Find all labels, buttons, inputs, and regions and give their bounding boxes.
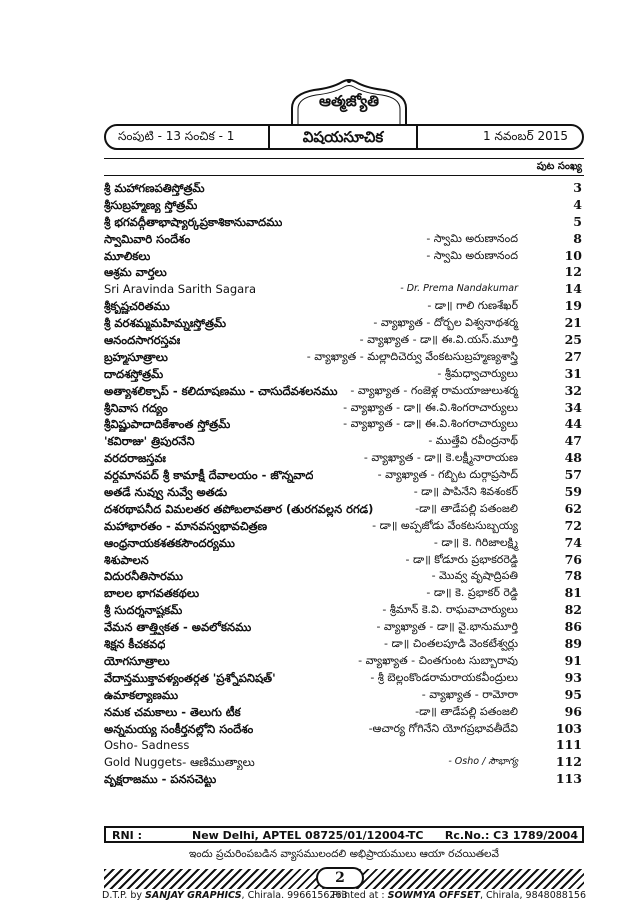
toc-entry — [104, 636, 584, 653]
toc-entry-page: 103 — [555, 720, 582, 736]
toc-entry-page: 8 — [573, 230, 582, 246]
toc-entry-page: 34 — [564, 399, 582, 415]
toc-entry-page: 48 — [564, 450, 582, 466]
toc-entry-author: - Dr. Prema Nandakumar — [400, 283, 518, 295]
toc-entry-title: ఆంధ్రనాయకశతకసౌందర్యము — [104, 535, 235, 550]
toc-entry-title: శ్రీవిష్ణుపాదాదికేశాంత స్తోత్రమ్ — [104, 417, 231, 432]
rni-bar — [104, 826, 584, 843]
toc-entry-title: శిశుపాలన — [104, 552, 149, 567]
toc-entry-page: 21 — [564, 315, 582, 331]
toc-entry-page: 12 — [564, 264, 582, 280]
toc-entry-page: 81 — [564, 585, 582, 601]
rni-label: RNI : — [112, 829, 142, 842]
toc-entry — [104, 231, 584, 248]
dtp-contact: , Chirala. 9966156263 — [241, 890, 348, 901]
toc-entry-title: మూలికలు — [104, 248, 151, 263]
toc-entry-title: యోగసూత్రాలు — [104, 653, 170, 668]
toc-entry — [104, 450, 584, 467]
toc-entry-page: 62 — [564, 500, 582, 516]
toc-entry-page: 91 — [564, 652, 582, 668]
page-number: 2 — [316, 867, 364, 889]
toc-entry — [104, 585, 584, 602]
toc-entry — [104, 281, 584, 298]
toc-entry-title: వేదాన్తముక్తావళ్యంతర్గత 'ప్రశ్నోపనిషత్' — [104, 670, 276, 685]
toc-entry-author: - Osho / సౌభాగ్య — [448, 756, 518, 768]
toc-entry-title: వరదరాజస్తవః — [104, 451, 166, 466]
toc-entry-title: శిక్షన కీచకవధ — [104, 637, 166, 652]
toc-entry-title: Sri Aravinda Sarith Sagara — [104, 282, 257, 297]
toc-entry-page: 78 — [564, 568, 582, 584]
toc-entry-page: 59 — [564, 484, 582, 500]
toc-entry — [104, 754, 584, 771]
toc-entry — [104, 248, 584, 265]
toc-entry-title: విదురనీతిసారము — [104, 569, 183, 584]
toc-entry-title: Gold Nuggets- ఆణిముత్యాలు — [104, 755, 255, 770]
toc-entry-title: శ్రీ మహాగణపతిస్తోత్రమ్ — [104, 181, 205, 195]
toc-entry — [104, 180, 584, 197]
toc-entry-title: శ్రీకృష్ణచరితము — [104, 299, 170, 314]
magazine-dome — [284, 78, 414, 123]
toc-entry — [104, 653, 584, 670]
toc-entry-page: 82 — [564, 602, 582, 618]
toc-entry-page: 74 — [564, 534, 582, 550]
toc-entry-page: 95 — [564, 686, 582, 702]
toc-entry-title: బ్రహ్మసూత్రాలు — [104, 349, 168, 364]
toc-entry — [104, 552, 584, 569]
toc-entry-page: 14 — [564, 281, 582, 297]
toc-entry-author: - డా॥ కోడూరు ప్రభాకరరెడ్డి — [405, 552, 518, 566]
toc-entry-author: - వ్యాఖ్యాత - డా॥ ఈ.వి.శింగరాచార్యులు — [343, 400, 518, 414]
printer-credit — [332, 890, 586, 901]
toc-entry — [104, 602, 584, 619]
toc-entry-author: - వ్యాఖ్యాత - డా॥ ఈ.వి.శింగరాచార్యులు — [343, 417, 518, 431]
toc-entry — [104, 501, 584, 518]
toc-entry-title: శ్రీ సుదర్శనాష్టకమ్ — [104, 603, 183, 618]
toc-entry-title: దాదశస్తోత్రమ్ — [104, 366, 164, 381]
toc-entry-author: - మొవ్వ వృషాద్రిపతి — [431, 569, 518, 583]
toc-entry — [104, 383, 584, 400]
toc-entry-title: మహాభారతం - మానవస్వభావచిత్రణ — [104, 518, 268, 533]
toc-entry-title: బాలల భాగవతకథలు — [104, 586, 200, 601]
toc-entry-author: -ఆచార్య గోగినేని యోగప్రభావతీదేవి — [368, 721, 518, 735]
table-of-contents — [104, 180, 584, 788]
page-column-label: పుట సంఖ్య — [536, 161, 582, 172]
toc-entry — [104, 332, 584, 349]
toc-entry-title: వృక్షరాజము - పనసచెట్టు — [104, 772, 217, 787]
page-column-header — [104, 158, 584, 176]
toc-entry-title: ఆనందసాగరస్తవః — [104, 333, 181, 348]
rc-number: Rc.No.: C3 1789/2004 — [444, 829, 578, 842]
dtp-prefix: D.T.P. by — [102, 890, 142, 901]
toc-entry-title: అన్నమయ్య సంకీర్తనల్లోని సందేశం — [104, 721, 254, 736]
toc-entry — [104, 568, 584, 585]
toc-entry-title: శ్రీనివాస గద్యం — [104, 400, 168, 415]
magazine-title: ఆత్మజ్యోతి — [319, 92, 379, 110]
disclaimer: ఇందు ప్రచురింపబడిన వ్యాసములందలి అభిప్రాయములు ఆయా రచయితలవే — [189, 848, 499, 860]
toc-entry-page: 47 — [564, 433, 582, 449]
toc-entry-page: 93 — [564, 669, 582, 685]
toc-entry-title: శ్రీ భగవద్గీతాభాష్యార్కప్రకాశికానువాదము — [104, 214, 283, 229]
toc-entry-page: 89 — [564, 636, 582, 652]
dtp-credit — [102, 890, 348, 901]
toc-entry-page: 19 — [564, 298, 582, 314]
toc-entry — [104, 737, 584, 754]
toc-entry-author: - వ్యాఖ్యాత - చింతగుంట సుబ్బారావు — [358, 653, 518, 667]
toc-entry-author: - వ్యాఖ్యాత - డా॥ కె.లక్ష్మీనారాయణ — [363, 451, 518, 465]
toc-entry-author: - శ్రీ బెల్లంకొండరామరాయకవీంద్రులు — [370, 670, 518, 684]
toc-entry — [104, 467, 584, 484]
toc-entry-page: 10 — [564, 247, 582, 263]
printed-prefix: Printed at : — [332, 890, 385, 901]
volume-issue: సంపుటి - 13 సంచిక - 1 — [118, 129, 235, 143]
toc-entry-page: 27 — [564, 348, 582, 364]
toc-entry-author: - డా॥ అప్పజోడు వేంకటసుబ్బయ్య — [372, 518, 518, 532]
toc-entry-author: - స్వామి అరుణానంద — [426, 231, 518, 245]
toc-entry-author: - వ్యాఖ్యాత - మల్లాదిచెర్వు వేంకటసుబ్రహ్మణ్యశాస్త్రి — [306, 349, 518, 363]
toc-entry-title: ఆశ్రమ వార్తలు — [104, 265, 167, 280]
toc-entry-page: 113 — [555, 771, 582, 787]
toc-entry-page: 112 — [555, 754, 582, 770]
toc-entry-page: 86 — [564, 619, 582, 635]
toc-entry-page: 31 — [564, 365, 582, 381]
toc-entry — [104, 264, 584, 281]
issue-header-bar — [104, 124, 584, 150]
toc-entry-page: 25 — [564, 332, 582, 348]
toc-entry-page: 57 — [564, 467, 582, 483]
toc-entry-page: 3 — [573, 180, 582, 195]
toc-entry-page: 5 — [573, 213, 582, 229]
toc-entry-title: స్వామివారి సందేశం — [104, 231, 191, 246]
toc-entry — [104, 535, 584, 552]
toc-entry-page: 72 — [564, 517, 582, 533]
toc-entry — [104, 433, 584, 450]
toc-entry-author: - వ్యాఖ్యాత - రామోరా — [421, 687, 518, 701]
toc-entry — [104, 771, 584, 788]
toc-entry — [104, 315, 584, 332]
section-title: విషయసూచిక — [268, 124, 418, 150]
toc-entry-title: వర్ధమానపద్ శ్రీ కామాక్షీ దేవాలయం - జొన్నవాద — [104, 468, 314, 483]
toc-entry-author: - డా॥ గాలి గుణశేఖర్ — [427, 299, 518, 313]
toc-entry — [104, 721, 584, 738]
toc-entry-author: - ముత్తేవి రవీంద్రనాథ్ — [428, 434, 518, 448]
toc-entry-page: 4 — [573, 196, 582, 212]
toc-entry — [104, 197, 584, 214]
toc-entry-author: - వ్యాఖ్యాత - డా॥ వై.భానుమూర్తి — [376, 620, 518, 634]
toc-entry-author: - డా॥ పాపినేని శివశంకర్ — [413, 485, 518, 499]
toc-entry-page: 96 — [564, 703, 582, 719]
toc-entry-title: అతడే నువ్వు నువ్వే అతడు — [104, 485, 228, 500]
dtp-name: SANJAY GRAPHICS — [145, 890, 242, 901]
toc-entry — [104, 687, 584, 704]
issue-date: 1 నవంబర్ 2015 — [483, 129, 568, 143]
toc-entry-author: - శ్రీమాన్ కె.వి. రాఘవాచార్యులు — [382, 603, 518, 617]
toc-entry — [104, 400, 584, 417]
toc-entry-title: శ్రీసుబ్రహ్మణ్య స్తోత్రమ్ — [104, 197, 198, 212]
toc-entry-author: - స్వామి అరుణానంద — [426, 248, 518, 262]
toc-entry — [104, 416, 584, 433]
toc-entry-author: - శ్రీమధ్వాచార్యులు — [437, 366, 518, 380]
toc-entry-title: వేమన తాత్త్వికత - అవలోకనము — [104, 620, 252, 635]
toc-entry-author: - డా॥ కె. గిరిజాలక్ష్మి — [433, 535, 518, 549]
toc-entry-title: 'కవిరాజు' త్రిపురనేని — [104, 434, 195, 449]
toc-entry-author: -డా॥ తాడేపల్లి పతంజలి — [415, 704, 518, 718]
toc-entry-page: 32 — [564, 382, 582, 398]
toc-entry-page: 76 — [564, 551, 582, 567]
toc-entry-author: -డా॥ తాడేపల్లి పతంజలి — [415, 501, 518, 515]
toc-entry-title: అత్యాశలిక్చాప్ - కలిదూషణము - చాసుదేవశలనము — [104, 383, 338, 398]
toc-entry-author: - వ్యాఖ్యాత - గంజెళ్ల రామయాజులుశర్మ — [350, 383, 518, 397]
toc-entry-author: - వ్యాఖ్యాత - డా॥ ఈ.వి.యస్.మూర్తి — [359, 333, 518, 347]
toc-entry — [104, 484, 584, 501]
rni-value: New Delhi, APTEL 08725/01/12004-TC — [192, 829, 424, 842]
toc-entry-author: - డా॥ కె. ప్రభాకర్ రెడ్డి — [426, 586, 518, 600]
toc-entry-author: - వ్యాఖ్యాత - దోర్బల విశ్వనాథశర్మ — [373, 316, 518, 330]
toc-entry — [104, 214, 584, 231]
toc-entry — [104, 298, 584, 315]
toc-entry — [104, 704, 584, 721]
toc-entry-author: - డా॥ చింతలపూడి వెంకటేశ్వర్లు — [384, 637, 518, 651]
toc-entry-page: 44 — [564, 416, 582, 432]
toc-entry-page: 111 — [555, 737, 582, 753]
toc-entry — [104, 366, 584, 383]
toc-entry-title: శ్రీ వరశమ్మమహిమ్నఃస్తోత్రమ్ — [104, 316, 227, 331]
toc-entry — [104, 619, 584, 636]
toc-entry — [104, 349, 584, 366]
toc-entry — [104, 670, 584, 687]
toc-entry-author: - వ్యాఖ్యాత - గబ్బిట దుర్గాప్రసాద్ — [377, 468, 518, 482]
printer-contact: , Chirala, 9848088156 — [479, 890, 586, 901]
toc-entry-title: దశరథాపనీద విమలతర తపోబలావతార (తురగవల్లన రగడ) — [104, 501, 374, 516]
toc-entry-title: నమక చమకాలు - తెలుగు టీక — [104, 704, 241, 719]
toc-page — [104, 78, 584, 900]
toc-entry — [104, 518, 584, 535]
printer-name: SOWMYA OFFSET — [387, 890, 480, 901]
toc-entry-title: ఉమాకల్యాణము — [104, 687, 179, 702]
toc-entry-title: Osho- Sadness — [104, 738, 190, 753]
